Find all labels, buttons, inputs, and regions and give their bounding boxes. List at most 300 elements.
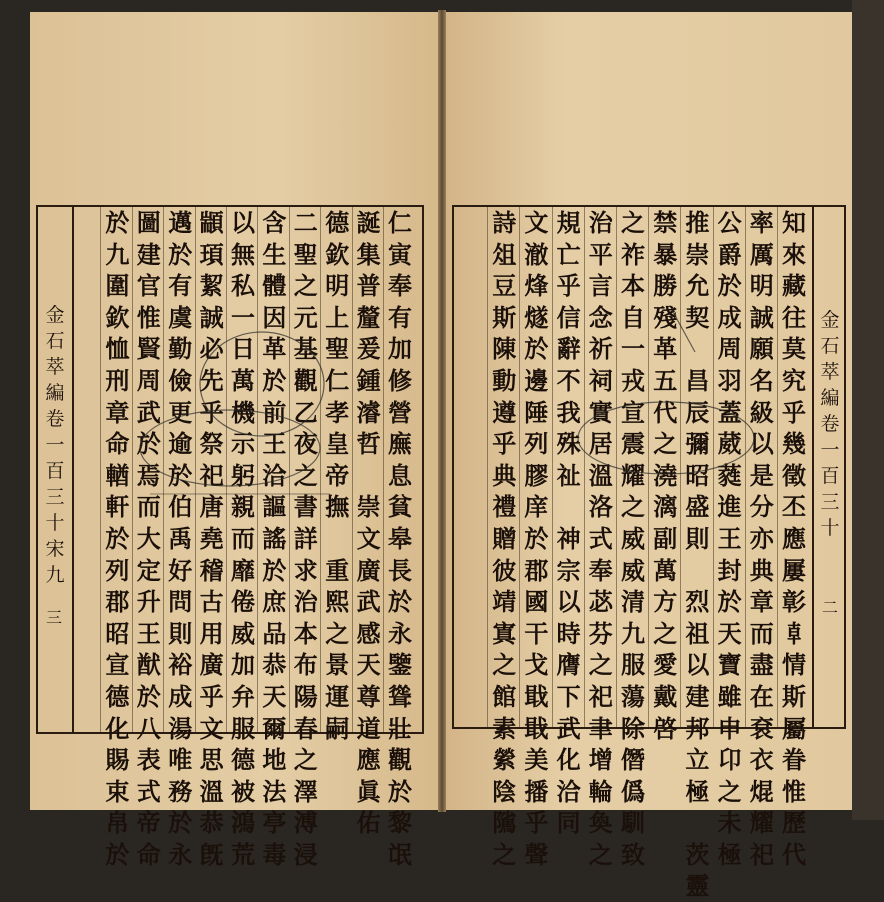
glyph: 王	[136, 618, 161, 648]
glyph: 除	[621, 713, 645, 743]
glyph: 運	[325, 681, 350, 711]
glyph: 謳	[262, 492, 287, 522]
glyph: 書	[293, 492, 318, 522]
banner-glyph: 一	[820, 439, 840, 461]
glyph: 命	[136, 839, 161, 869]
glyph: 好	[168, 555, 193, 585]
glyph: 明	[325, 271, 350, 301]
glyph: 營	[388, 397, 412, 427]
glyph: 帝	[325, 460, 350, 490]
glyph: 武	[136, 397, 161, 427]
glyph: 方	[653, 587, 678, 617]
glyph: 願	[749, 334, 774, 364]
glyph: 溫	[588, 460, 613, 490]
glyph: 宣	[621, 397, 645, 427]
glyph: 丕	[782, 492, 806, 522]
glyph: 上	[325, 302, 350, 332]
glyph: 蓋	[717, 397, 742, 427]
glyph: 永	[168, 839, 193, 869]
glyph: 熙	[325, 587, 350, 617]
glyph: 一	[231, 302, 255, 332]
glyph: 誕	[356, 208, 381, 237]
glyph: 而	[136, 492, 161, 522]
glyph: 神	[556, 523, 581, 553]
glyph: 道	[356, 713, 381, 743]
glyph: 乎	[782, 397, 806, 427]
glyph: 代	[782, 839, 806, 869]
glyph: 輶	[105, 460, 130, 490]
glyph: 往	[782, 302, 806, 332]
glyph: 明	[749, 271, 774, 301]
glyph: 崇	[356, 492, 381, 522]
glyph: 以	[556, 587, 581, 617]
glyph: 賢	[136, 334, 161, 364]
glyph: 奉	[388, 271, 412, 301]
glyph: 情	[782, 650, 806, 680]
glyph: 雖	[717, 681, 742, 711]
glyph: 昭	[685, 460, 710, 490]
glyph: 春	[293, 713, 318, 743]
glyph: 祖	[685, 618, 710, 648]
glyph: 亦	[749, 523, 774, 553]
glyph: 念	[588, 302, 613, 332]
glyph: 之	[621, 492, 645, 522]
glyph: 進	[717, 492, 742, 522]
glyph: 縈	[492, 745, 517, 775]
glyph: 屢	[782, 555, 806, 585]
glyph: 之	[492, 650, 517, 680]
glyph: 廣	[356, 555, 381, 585]
glyph: 應	[782, 523, 806, 553]
glyph: 邁	[168, 208, 193, 237]
glyph: 干	[524, 618, 549, 648]
glyph: 於	[136, 681, 161, 711]
glyph: 乎	[492, 429, 517, 459]
glyph: 先	[199, 365, 224, 395]
glyph: 極	[717, 839, 742, 869]
glyph: 普	[356, 271, 381, 301]
glyph: 九	[105, 239, 130, 269]
glyph: 軒	[105, 492, 130, 522]
glyph: 欽	[105, 302, 130, 332]
glyph: 治	[293, 587, 318, 617]
glyph: 莫	[782, 334, 806, 364]
glyph: 之	[293, 271, 318, 301]
glyph: 式	[588, 523, 613, 553]
glyph: 彰	[782, 587, 806, 617]
glyph: 遵	[492, 397, 517, 427]
glyph: 壯	[388, 713, 412, 743]
glyph: 永	[388, 618, 412, 648]
glyph: 輪	[588, 776, 613, 806]
banner-glyph: 百	[45, 460, 65, 482]
glyph: 廡	[388, 429, 412, 459]
glyph: 殘	[653, 302, 678, 332]
glyph: 溥	[293, 808, 318, 838]
glyph: 靡	[231, 555, 255, 585]
glyph: 惟	[782, 776, 806, 806]
glyph: 下	[556, 681, 581, 711]
glyph: 章	[749, 587, 774, 617]
glyph: 成	[717, 302, 742, 332]
glyph: 彌	[685, 429, 710, 459]
glyph: 陽	[293, 681, 318, 711]
glyph: 欽	[325, 239, 350, 269]
glyph: 前	[262, 397, 287, 427]
glyph: 本	[621, 271, 645, 301]
glyph: 八	[136, 713, 161, 743]
glyph: 官	[136, 271, 161, 301]
glyph: 陲	[524, 397, 549, 427]
glyph: 法	[262, 776, 287, 806]
glyph: 於	[168, 460, 193, 490]
glyph: 服	[231, 713, 255, 743]
glyph: 威	[231, 618, 255, 648]
glyph: 祀	[588, 681, 613, 711]
glyph: 之	[588, 839, 613, 869]
glyph: 示	[231, 429, 255, 459]
annotation-circle-left-upper	[200, 332, 324, 436]
glyph: 之	[653, 618, 678, 648]
glyph: 庠	[524, 492, 549, 522]
glyph: 言	[588, 271, 613, 301]
glyph: 究	[782, 365, 806, 395]
glyph: 啓	[653, 713, 678, 743]
glyph: 命	[105, 429, 130, 459]
banner-glyph: 十	[820, 517, 840, 539]
glyph: 祚	[621, 239, 645, 269]
glyph: 重	[325, 555, 350, 585]
glyph: 歷	[782, 808, 806, 838]
glyph: 於	[168, 239, 193, 269]
glyph: 公	[717, 208, 742, 237]
glyph: 膺	[556, 650, 581, 680]
glyph: 乎	[524, 808, 549, 838]
glyph: 於	[262, 365, 287, 395]
banner-glyph: 石	[45, 330, 65, 352]
glyph: 於	[105, 523, 130, 553]
glyph: 大	[136, 523, 161, 553]
glyph: 湯	[168, 713, 193, 743]
glyph: 本	[293, 618, 318, 648]
glyph: 斯	[782, 681, 806, 711]
glyph: 親	[231, 492, 255, 522]
glyph: 氓	[388, 839, 412, 869]
glyph: 我	[556, 397, 581, 427]
glyph: 立	[685, 745, 710, 775]
glyph: 體	[262, 271, 287, 301]
glyph: 靈	[685, 871, 710, 901]
glyph: 德	[325, 208, 350, 237]
glyph: 典	[749, 555, 774, 585]
glyph: 郡	[524, 555, 549, 585]
glyph: 基	[293, 334, 318, 364]
banner-glyph: 三	[45, 486, 65, 508]
glyph: 嗣	[325, 713, 350, 743]
glyph: 鍾	[356, 365, 381, 395]
glyph: 居	[588, 429, 613, 459]
glyph: 膠	[524, 460, 549, 490]
glyph: 躬	[231, 460, 255, 490]
glyph: 一	[621, 334, 645, 364]
glyph: 天	[717, 618, 742, 648]
glyph: 烈	[685, 587, 710, 617]
glyph: 王	[717, 523, 742, 553]
glyph: 苾	[588, 587, 613, 617]
glyph: 藏	[782, 271, 806, 301]
glyph: 束	[105, 776, 130, 806]
glyph: 周	[136, 365, 161, 395]
glyph: 唯	[168, 745, 193, 775]
glyph: 震	[621, 429, 645, 459]
glyph: 葳	[717, 429, 742, 459]
glyph: 佑	[356, 808, 381, 838]
glyph: 允	[685, 271, 710, 301]
glyph: 陰	[492, 776, 517, 806]
glyph: 文	[199, 713, 224, 743]
glyph: 羽	[717, 365, 742, 395]
glyph: 詳	[293, 523, 318, 553]
glyph: 皇	[325, 429, 350, 459]
glyph: 升	[136, 587, 161, 617]
glyph: 加	[388, 334, 412, 364]
glyph: 恭	[262, 650, 287, 680]
glyph: 自	[621, 302, 645, 332]
glyph: 袞	[749, 713, 774, 743]
glyph: 宗	[556, 555, 581, 585]
glyph: 契	[685, 302, 710, 332]
glyph: 建	[136, 239, 161, 269]
glyph: 乙	[293, 397, 318, 427]
banner-glyph: 卷	[820, 413, 840, 435]
glyph: 而	[749, 618, 774, 648]
glyph: 武	[556, 713, 581, 743]
banner-glyph: 九	[45, 564, 65, 586]
glyph: 被	[231, 776, 255, 806]
glyph: 乎	[556, 271, 581, 301]
glyph: 聖	[325, 334, 350, 364]
glyph: 儉	[168, 365, 193, 395]
glyph: 戢	[524, 713, 549, 743]
glyph: 卬	[717, 745, 742, 775]
glyph: 品	[262, 618, 287, 648]
glyph: 加	[231, 650, 255, 680]
glyph: 生	[262, 239, 287, 269]
glyph: 徵	[782, 460, 806, 490]
glyph: 景	[325, 650, 350, 680]
annotation-stroke-right	[672, 310, 695, 352]
glyph: 黎	[388, 808, 412, 838]
glyph: 荒	[231, 839, 255, 869]
glyph: 殊	[556, 429, 581, 459]
glyph: 不	[556, 365, 581, 395]
glyph: 革	[262, 334, 287, 364]
glyph: 厲	[749, 239, 774, 269]
glyph: 祀	[199, 460, 224, 490]
glyph: 茨	[685, 839, 710, 869]
glyph: 戴	[653, 681, 678, 711]
glyph: 愛	[653, 650, 678, 680]
glyph: 溫	[199, 776, 224, 806]
glyph: 文	[356, 523, 381, 553]
glyph: 治	[588, 208, 613, 237]
glyph: 幾	[782, 429, 806, 459]
glyph: 平	[588, 239, 613, 269]
glyph: 戢	[524, 681, 549, 711]
glyph: 惟	[136, 302, 161, 332]
glyph: 以	[231, 208, 255, 237]
glyph: 以	[685, 650, 710, 680]
glyph: 寘	[492, 618, 517, 648]
glyph: 郡	[105, 587, 130, 617]
glyph: 隲	[492, 808, 517, 838]
glyph: 私	[231, 271, 255, 301]
glyph: 有	[388, 302, 412, 332]
glyph: 誠	[749, 302, 774, 332]
glyph: 斯	[492, 302, 517, 332]
glyph: 於	[168, 808, 193, 838]
glyph: 皋	[388, 523, 412, 553]
glyph: 恭	[199, 808, 224, 838]
glyph: 亡	[556, 239, 581, 269]
glyph: 元	[293, 302, 318, 332]
glyph: 日	[231, 334, 255, 364]
glyph: 唐	[199, 492, 224, 522]
glyph: 含	[262, 208, 287, 237]
glyph: 推	[685, 208, 710, 237]
glyph: 於	[388, 587, 412, 617]
glyph: 禁	[653, 208, 678, 237]
glyph: 恤	[105, 334, 130, 364]
glyph: 釐	[356, 302, 381, 332]
glyph: 濬	[356, 397, 381, 427]
banner-glyph: 編	[45, 382, 65, 404]
glyph: 王	[262, 429, 287, 459]
glyph: 德	[231, 745, 255, 775]
glyph: 地	[262, 745, 287, 775]
banner-glyph: 金	[820, 309, 840, 331]
glyph: 浸	[293, 839, 318, 869]
glyph: 來	[782, 239, 806, 269]
glyph: 耀	[749, 808, 774, 838]
glyph: 洽	[556, 776, 581, 806]
glyph: 未	[717, 808, 742, 838]
glyph: 於	[388, 776, 412, 806]
glyph: 勤	[168, 334, 193, 364]
glyph: 陳	[492, 334, 517, 364]
glyph: 以	[749, 429, 774, 459]
glyph: 圍	[105, 271, 130, 301]
glyph: 奐	[588, 808, 613, 838]
glyph: 堯	[199, 523, 224, 553]
glyph: 代	[653, 397, 678, 427]
glyph: 亭	[262, 808, 287, 838]
glyph: 副	[653, 523, 678, 553]
glyph: 文	[524, 208, 549, 237]
glyph: 勝	[653, 271, 678, 301]
glyph: 盛	[685, 492, 710, 522]
glyph: 帝	[136, 808, 161, 838]
glyph: 禹	[168, 523, 193, 553]
glyph: 盡	[749, 650, 774, 680]
glyph: 問	[168, 587, 193, 617]
glyph: 帛	[105, 808, 130, 838]
banner-glyph: 百	[820, 465, 840, 487]
glyph: 之	[293, 460, 318, 490]
glyph: 於	[524, 523, 549, 553]
glyph: 祈	[588, 334, 613, 364]
glyph: 於	[717, 271, 742, 301]
banner-glyph: 卷	[45, 408, 65, 430]
glyph: 烽	[524, 271, 549, 301]
glyph: 威	[621, 523, 645, 553]
glyph: 觀	[388, 745, 412, 775]
banner-glyph: 編	[820, 387, 840, 409]
glyph: 稽	[199, 555, 224, 585]
glyph: 誠	[199, 302, 224, 332]
glyph: 之	[325, 618, 350, 648]
glyph: 祠	[588, 365, 613, 395]
glyph: 五	[653, 365, 678, 395]
glyph: 爵	[717, 239, 742, 269]
glyph: 馴	[621, 808, 645, 838]
glyph: 於	[105, 839, 130, 869]
glyph: 天	[356, 650, 381, 680]
glyph: 之	[717, 776, 742, 806]
glyph: 革	[653, 334, 678, 364]
glyph: 機	[231, 397, 255, 427]
glyph: 九	[621, 618, 645, 648]
glyph: 周	[717, 334, 742, 364]
glyph: 辭	[556, 334, 581, 364]
glyph: 賜	[105, 745, 130, 775]
glyph: 毒	[262, 839, 287, 869]
glyph: 爾	[262, 713, 287, 743]
glyph: 於	[524, 334, 549, 364]
glyph: 寅	[388, 239, 412, 269]
glyph: 申	[717, 713, 742, 743]
glyph: 規	[556, 208, 581, 237]
glyph: 謠	[262, 523, 287, 553]
glyph: 詩	[492, 208, 517, 237]
glyph: 廣	[199, 650, 224, 680]
glyph: 建	[685, 681, 710, 711]
glyph: 實	[588, 397, 613, 427]
glyph: 於	[717, 587, 742, 617]
glyph: 武	[356, 587, 381, 617]
glyph: 美	[524, 745, 549, 775]
glyph: 求	[293, 555, 318, 585]
glyph: 更	[168, 397, 193, 427]
glyph: 孝	[325, 397, 350, 427]
glyph: 顓	[199, 208, 224, 237]
glyph: 列	[524, 429, 549, 459]
banner-glyph: 萃	[820, 361, 840, 383]
glyph: 澆	[653, 460, 678, 490]
glyph: 蕤	[717, 460, 742, 490]
glyph: 猷	[136, 650, 161, 680]
glyph: 燧	[524, 302, 549, 332]
glyph: 名	[749, 365, 774, 395]
glyph: 昭	[105, 618, 130, 648]
glyph: 僭	[621, 745, 645, 775]
glyph: 典	[492, 460, 517, 490]
glyph: 館	[492, 681, 517, 711]
glyph: 之	[621, 208, 645, 237]
glyph: 信	[556, 302, 581, 332]
glyph: 封	[717, 555, 742, 585]
glyph: 有	[168, 271, 193, 301]
